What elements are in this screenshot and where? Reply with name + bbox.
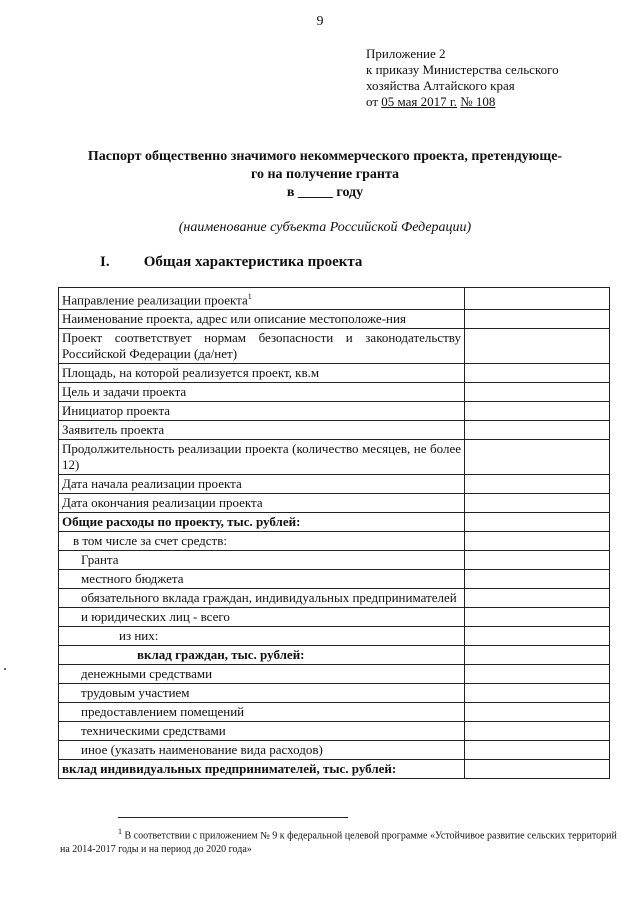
row-value-cell[interactable] [465, 440, 610, 475]
table-row [59, 310, 610, 329]
appendix-from: от [366, 94, 379, 109]
row-value-cell[interactable] [465, 329, 610, 364]
row-value-cell[interactable] [465, 402, 610, 421]
row-value-cell[interactable] [465, 722, 610, 741]
row-label: Гранта [59, 551, 465, 570]
title-line-3: в _____ году [286, 185, 364, 200]
table-row [59, 513, 610, 532]
appendix-line-3: хозяйства Алтайского края [366, 78, 515, 93]
row-label: Дата начала реализации проекта [59, 475, 465, 494]
row-value-cell[interactable] [465, 513, 610, 532]
table-row [59, 570, 610, 589]
row-value-cell[interactable] [465, 760, 610, 779]
section-title: Общая характеристика проекта [143, 254, 363, 270]
title-line-1: Паспорт общественно значимого некоммерческого проекта, претендующе- [87, 149, 563, 164]
characteristics-table [58, 287, 610, 779]
appendix-order-number: № 108 [460, 94, 496, 109]
row-value-cell[interactable] [465, 288, 610, 310]
row-label: вклад граждан, тыс. рублей: [59, 646, 465, 665]
row-value-cell[interactable] [465, 608, 610, 627]
row-label: Наименование проекта, адрес или описание местоположе-ния [59, 310, 465, 329]
row-label: в том числе за счет средств: [59, 532, 465, 551]
row-value-cell[interactable] [465, 494, 610, 513]
row-value-cell[interactable] [465, 532, 610, 551]
table-row [59, 421, 610, 440]
page-number: 9 [316, 14, 324, 29]
row-value-cell[interactable] [465, 665, 610, 684]
row-label: вклад индивидуальных предпринимателей, тыс. рублей: [59, 760, 465, 779]
table-row [59, 589, 610, 608]
row-value-cell[interactable] [465, 310, 610, 329]
table-row [59, 551, 610, 570]
table-row [59, 475, 610, 494]
row-label: Инициатор проекта [59, 402, 465, 421]
table-row [59, 288, 610, 310]
table-row [59, 665, 610, 684]
row-value-cell[interactable] [465, 646, 610, 665]
appendix-date-line [366, 94, 559, 110]
appendix-date: 05 мая 2017 г. [381, 94, 458, 109]
table-row [59, 364, 610, 383]
footnote-divider [118, 817, 348, 818]
row-value-cell[interactable] [465, 703, 610, 722]
row-value-cell[interactable] [465, 551, 610, 570]
table-row [59, 329, 610, 364]
table-row [59, 646, 610, 665]
table-row [59, 383, 610, 402]
row-label: техническими средствами [59, 722, 465, 741]
row-label: Заявитель проекта [59, 421, 465, 440]
row-label: местного бюджета [59, 570, 465, 589]
appendix-line-1: Приложение 2 [366, 46, 446, 61]
row-value-cell[interactable] [465, 475, 610, 494]
table-row [59, 402, 610, 421]
table-row [59, 703, 610, 722]
table-row [59, 760, 610, 779]
row-value-cell[interactable] [465, 570, 610, 589]
row-value-cell[interactable] [465, 383, 610, 402]
row-value-cell[interactable] [465, 589, 610, 608]
row-label: из них: [59, 627, 465, 646]
footnote [60, 825, 620, 857]
row-label: Цель и задачи проекта [59, 383, 465, 402]
table-row [59, 440, 610, 475]
table-row [59, 608, 610, 627]
row-label: и юридических лиц - всего [59, 608, 465, 627]
appendix-line-2: к приказу Министерства сельского [366, 62, 559, 77]
row-label: Площадь, на которой реализуется проект, кв.м [59, 364, 465, 383]
row-label: трудовым участием [59, 684, 465, 703]
section-heading [100, 254, 362, 271]
document-title [60, 148, 590, 202]
row-label: денежными средствами [59, 665, 465, 684]
row-label: обязательного вклада граждан, индивидуальных предпринимателей [59, 589, 465, 608]
table-row [59, 684, 610, 703]
row-value-cell[interactable] [465, 421, 610, 440]
section-number: I. [100, 254, 110, 270]
title-line-2: го на получение гранта [250, 167, 400, 182]
subject-name-caption: (наименование субъекта Российской Федерации) [178, 220, 472, 235]
footnote-ref: 1 [247, 292, 252, 301]
table-row [59, 627, 610, 646]
row-label: предоставлением помещений [59, 703, 465, 722]
scan-speck [4, 668, 6, 670]
row-label: Дата окончания реализации проекта [59, 494, 465, 513]
table-row [59, 741, 610, 760]
table-row [59, 532, 610, 551]
row-value-cell[interactable] [465, 684, 610, 703]
row-label: Проект соответствует нормам безопасности и законодательству Российской Федерации (да/нет) [59, 329, 465, 364]
row-value-cell[interactable] [465, 364, 610, 383]
row-label: Продолжительность реализации проекта (количество месяцев, не более 12) [59, 440, 465, 475]
row-label: Общие расходы по проекту, тыс. рублей: [59, 513, 465, 532]
row-label: Направление реализации проекта$^1$ [59, 288, 465, 310]
footnote-marker: 1 [118, 827, 122, 836]
appendix-header [366, 46, 559, 110]
table-row [59, 722, 610, 741]
table-row [59, 494, 610, 513]
row-value-cell[interactable] [465, 627, 610, 646]
row-value-cell[interactable] [465, 741, 610, 760]
row-label: иное (указать наименование вида расходов) [59, 741, 465, 760]
footnote-text: В соответствии с приложением № 9 к федеральной целевой программе «Устойчивое развитие сельских территорий на 2014-2017 годы и на период до 2020 года» [60, 830, 617, 856]
